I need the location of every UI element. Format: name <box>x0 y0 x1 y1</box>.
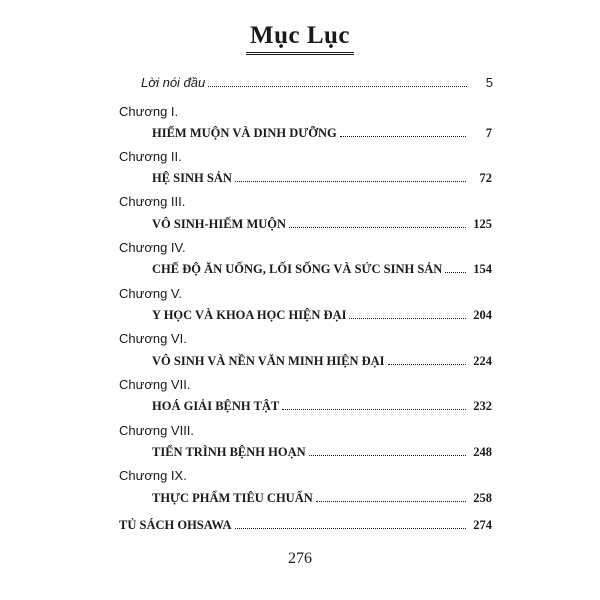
toc-entry-preface[interactable] <box>141 75 493 91</box>
chapter-label: Chương V. <box>119 286 183 301</box>
dot-leader <box>445 271 466 273</box>
toc-entry-page: 204 <box>473 308 492 322</box>
toc-entry-page: 274 <box>473 518 492 532</box>
toc-entry-chapter-8[interactable] <box>152 444 492 460</box>
toc-entry-ohsawa-library[interactable] <box>119 517 492 533</box>
toc-entry-page: 258 <box>473 491 492 505</box>
toc-entry-title: TỦ SÁCH OHSAWA <box>119 518 232 532</box>
toc-entry-page: 72 <box>479 171 492 185</box>
toc-entry-chapter-5[interactable] <box>152 307 492 323</box>
toc-entry-title: THỰC PHẨM TIÊU CHUẨN <box>152 491 313 505</box>
dot-leader <box>316 500 466 502</box>
toc-entry-title: HỆ SINH SẢN <box>152 171 232 185</box>
dot-leader <box>340 135 466 137</box>
chapter-label: Chương I. <box>119 104 179 119</box>
chapter-label: Chương IV. <box>119 240 186 255</box>
toc-entry-page: 5 <box>485 75 493 90</box>
toc-entry-page: 154 <box>473 262 492 276</box>
toc-entry-chapter-7[interactable] <box>152 398 492 414</box>
page-number: 276 <box>288 550 312 567</box>
chapter-label: Chương VII. <box>119 377 191 392</box>
toc-entry-title: CHẾ ĐỘ ĂN UỐNG, LỐI SỐNG VÀ SỨC SINH SẢN <box>152 262 443 276</box>
toc-entry-title: HOÁ GIẢI BỆNH TẬT <box>152 399 280 413</box>
toc-entry-page: 7 <box>485 126 492 140</box>
toc-entry-title: HIẾM MUỘN VÀ DINH DƯỠNG <box>152 126 337 140</box>
dot-leader <box>388 363 466 365</box>
toc-entry-chapter-6[interactable] <box>152 353 492 369</box>
toc-entry-page: 248 <box>473 445 492 459</box>
toc-entry-chapter-2[interactable] <box>152 170 492 186</box>
chapter-label: Chương II. <box>119 149 182 164</box>
page-title-text: Mục Lục <box>246 22 354 55</box>
toc-entry-title: Lời nói đầu <box>141 75 206 90</box>
toc-entry-page: 125 <box>473 217 492 231</box>
toc-entry-title: VÔ SINH VÀ NỀN VĂN MINH HIỆN ĐẠI <box>152 354 385 368</box>
toc-entry-chapter-1[interactable] <box>152 125 492 141</box>
toc-entry-title: Y HỌC VÀ KHOA HỌC HIỆN ĐẠI <box>152 308 347 322</box>
dot-leader <box>282 408 466 410</box>
toc-entry-page: 224 <box>473 354 492 368</box>
toc-entry-title: TIẾN TRÌNH BỆNH HOẠN <box>152 445 306 459</box>
toc-entry-title: VÔ SINH-HIẾM MUỘN <box>152 217 287 231</box>
dot-leader <box>208 85 467 87</box>
toc-entry-chapter-4[interactable] <box>152 261 492 277</box>
dot-leader <box>349 317 466 319</box>
dot-leader <box>235 527 466 529</box>
toc-entry-chapter-3[interactable] <box>152 216 492 232</box>
toc-entry-chapter-9[interactable] <box>152 490 492 506</box>
chapter-label: Chương VI. <box>119 331 187 346</box>
toc-entry-page: 232 <box>473 399 492 413</box>
chapter-label: Chương III. <box>119 194 186 209</box>
dot-leader <box>289 226 466 228</box>
chapter-label: Chương VIII. <box>119 423 195 438</box>
dot-leader <box>309 454 466 456</box>
chapter-label: Chương IX. <box>119 468 187 483</box>
dot-leader <box>235 180 466 182</box>
